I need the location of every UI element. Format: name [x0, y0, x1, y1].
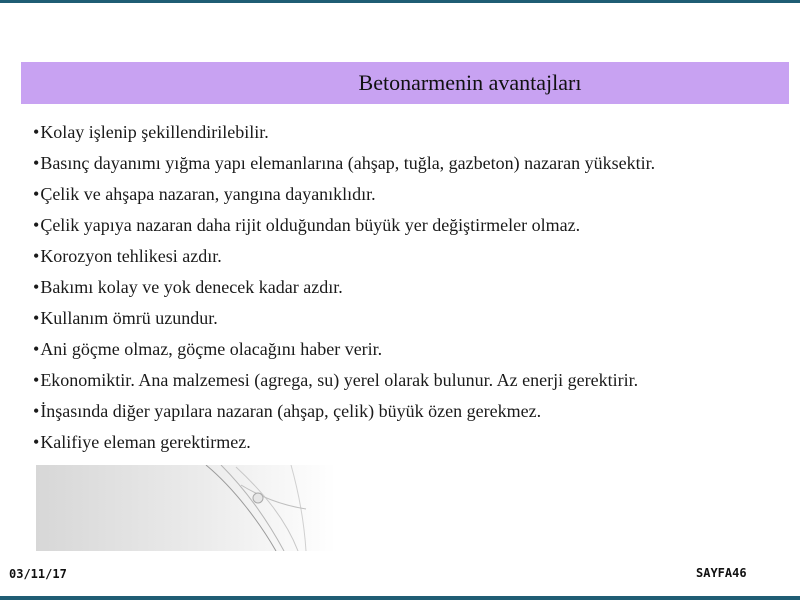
- swoosh-lines: [36, 465, 336, 551]
- slide-title: Betonarmenin avantajları: [358, 70, 582, 95]
- bullet-item: • Kolay işlenip şekillendirilebilir.: [33, 119, 793, 150]
- bullet-item: • Bakımı kolay ve yok denecek kadar azdır.: [33, 274, 793, 305]
- bottom-border-line: [0, 596, 800, 600]
- bullet-list: [33, 119, 793, 460]
- footer-date: 03/11/17: [9, 567, 67, 581]
- bullet-item: • Kalifiye eleman gerektirmez.: [33, 429, 793, 460]
- title-bar: [21, 62, 789, 104]
- bullet-item: • İnşasında diğer yapılara nazaran (ahşap, çelik) büyük özen gerekmez.: [33, 398, 793, 429]
- bullet-item: • Basınç dayanımı yığma yapı elemanlarına (ahşap, tuğla, gazbeton) nazaran yüksektir.: [33, 150, 793, 181]
- top-border-line: [0, 0, 800, 3]
- bullet-item: • Korozyon tehlikesi azdır.: [33, 243, 793, 274]
- decorative-swoosh-graphic: [36, 465, 336, 551]
- bullet-item: • Kullanım ömrü uzundur.: [33, 305, 793, 336]
- bullet-item: • Çelik yapıya nazaran daha rijit olduğundan büyük yer değiştirmeler olmaz.: [33, 212, 793, 243]
- footer-page-number: SAYFA46: [696, 566, 747, 580]
- bullet-item: • Ani göçme olmaz, göçme olacağını haber verir.: [33, 336, 793, 367]
- bullet-item: • Çelik ve ahşapa nazaran, yangına dayanıklıdır.: [33, 181, 793, 212]
- bullet-item: • Ekonomiktir. Ana malzemesi (agrega, su) yerel olarak bulunur. Az enerji gerektirir.: [33, 367, 793, 398]
